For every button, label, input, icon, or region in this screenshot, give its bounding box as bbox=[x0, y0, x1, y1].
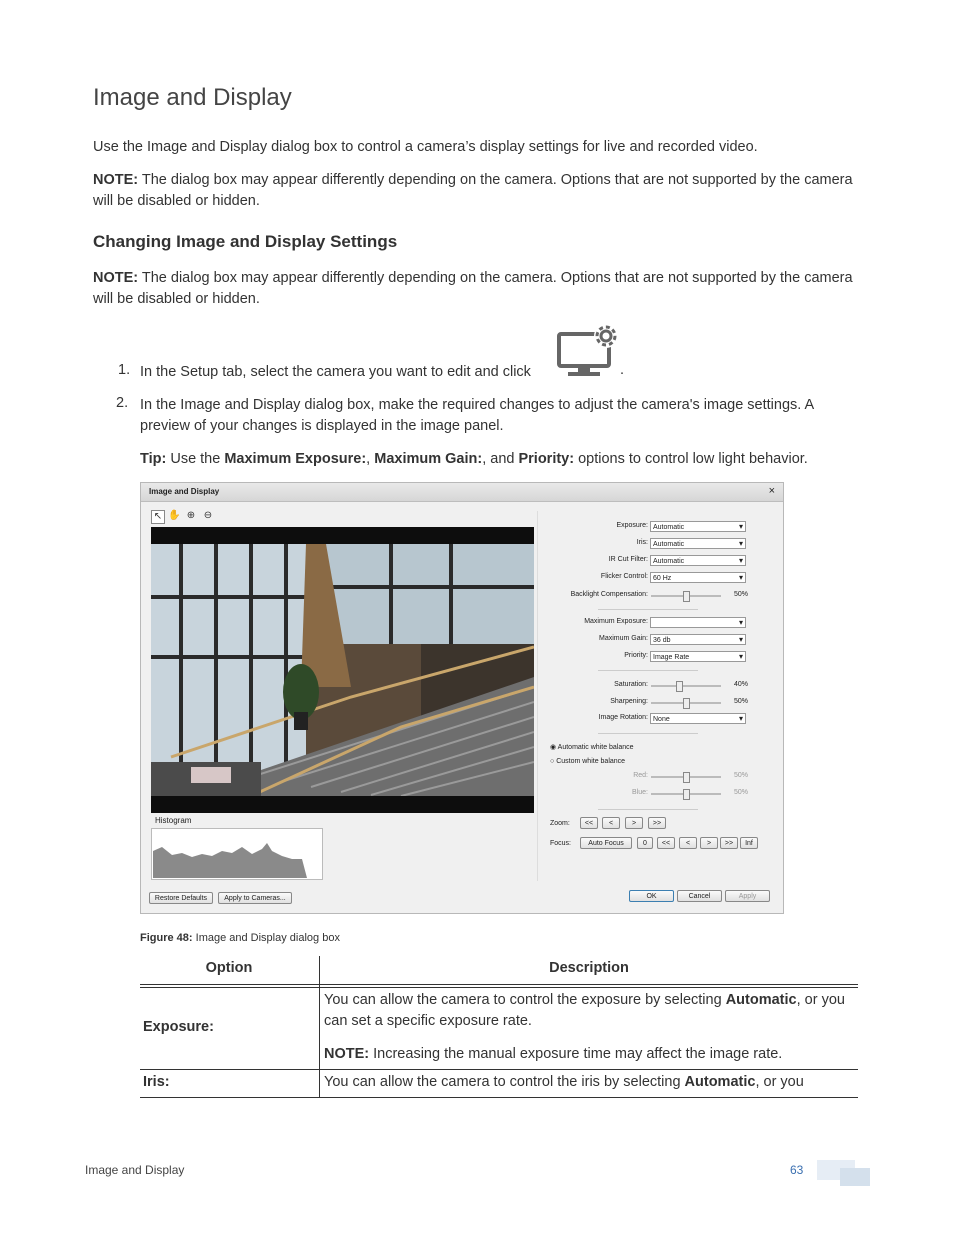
zoom-in-icon[interactable]: ⊕ bbox=[186, 510, 196, 521]
flicker-label: Flicker Control: bbox=[600, 573, 648, 580]
note-text: The dialog box may appear differently depending on the camera. Options that are not supported by the camera will be disabled or hidden. bbox=[93, 172, 853, 209]
sharpening-slider[interactable] bbox=[651, 702, 721, 704]
focus-label: Focus: bbox=[550, 840, 572, 847]
row-option-iris: Iris: bbox=[143, 1074, 170, 1090]
iris-select[interactable]: Automatic ▾ bbox=[650, 538, 746, 549]
video-preview bbox=[151, 527, 534, 813]
focus-infinity-button[interactable]: Inf bbox=[740, 837, 758, 849]
cell-text: , or you bbox=[755, 1074, 804, 1090]
focus-far-button[interactable]: > bbox=[700, 837, 718, 849]
tip-text: , and bbox=[482, 451, 519, 467]
figure-caption bbox=[140, 932, 340, 944]
row-rule bbox=[140, 1097, 858, 1098]
row-description-iris bbox=[324, 1072, 854, 1093]
max-exposure-label: Maximum Exposure: bbox=[584, 618, 648, 625]
slider-thumb[interactable] bbox=[683, 591, 690, 602]
priority-select[interactable]: Image Rate ▾ bbox=[650, 651, 746, 662]
section-heading: Changing Image and Display Settings bbox=[93, 232, 398, 251]
ircut-select[interactable]: Automatic ▾ bbox=[650, 555, 746, 566]
zoom-in-fast-button[interactable]: >> bbox=[648, 817, 666, 829]
sharpening-value: 50% bbox=[734, 698, 749, 705]
row-rule bbox=[140, 1069, 858, 1070]
cell-text: You can allow the camera to control the exposure by selecting bbox=[324, 992, 726, 1008]
tip-text: , bbox=[366, 451, 375, 467]
iris-label: Iris: bbox=[636, 539, 648, 546]
step-text: In the Image and Display dialog box, make the required changes to adjust the camera's image settings. A preview of your changes is displayed in the image panel. bbox=[140, 397, 814, 434]
image-display-dialog-figure bbox=[140, 482, 784, 914]
zoom-out-icon[interactable]: ⊖ bbox=[203, 510, 213, 521]
figure-label: Figure 48: bbox=[140, 932, 193, 944]
pan-hand-icon[interactable]: ✋ bbox=[168, 510, 181, 521]
note-label: NOTE: bbox=[324, 1046, 370, 1062]
max-exposure-select[interactable] bbox=[650, 617, 746, 628]
slider-thumb[interactable] bbox=[683, 789, 690, 800]
blue-value: 50% bbox=[734, 789, 749, 796]
note-label: NOTE: bbox=[93, 172, 139, 188]
cell-text: You can allow the camera to control the iris by selecting bbox=[324, 1074, 685, 1090]
note-label: NOTE: bbox=[93, 270, 139, 286]
focus-near-button[interactable]: < bbox=[679, 837, 697, 849]
cancel-button[interactable]: Cancel bbox=[677, 890, 722, 902]
restore-defaults-button[interactable]: Restore Defaults bbox=[149, 892, 213, 904]
tip-label: Tip: bbox=[140, 451, 167, 467]
page-number: 63 bbox=[790, 1163, 804, 1177]
priority-label: Priority: bbox=[624, 652, 648, 659]
tip-text: options to control low light behavior. bbox=[574, 451, 808, 467]
dialog-titlebar bbox=[141, 483, 783, 502]
red-label: Red: bbox=[633, 772, 648, 779]
intro-text: Use the Image and Display dialog box to control a camera’s display settings for live and recorded video. bbox=[93, 139, 758, 155]
tip-bold: Priority: bbox=[518, 451, 575, 467]
footer-section: Image and Display bbox=[85, 1163, 185, 1177]
backlight-label: Backlight Compensation: bbox=[570, 591, 648, 598]
zoom-out-fast-button[interactable]: << bbox=[580, 817, 598, 829]
monitor-settings-icon bbox=[556, 322, 625, 378]
zoom-in-button[interactable]: > bbox=[625, 817, 643, 829]
note-paragraph-1 bbox=[93, 170, 863, 212]
max-gain-select[interactable]: 36 db ▾ bbox=[650, 634, 746, 645]
table-header-description: Description bbox=[549, 960, 629, 976]
backlight-value: 50% bbox=[734, 591, 749, 598]
divider bbox=[598, 609, 698, 610]
step-1-text bbox=[140, 362, 862, 383]
backlight-slider[interactable] bbox=[651, 595, 721, 597]
tip-bold: Maximum Exposure: bbox=[224, 451, 367, 467]
rotation-label: Image Rotation: bbox=[598, 714, 648, 721]
radio-label: Automatic white balance bbox=[557, 744, 634, 751]
tip-text: Use the bbox=[166, 451, 225, 467]
max-gain-label: Maximum Gain: bbox=[598, 635, 648, 642]
histogram-panel bbox=[151, 828, 323, 880]
saturation-label: Saturation: bbox=[614, 681, 648, 688]
step-number: 2. bbox=[116, 395, 129, 411]
step-period: . bbox=[620, 362, 625, 378]
blue-slider[interactable] bbox=[651, 793, 721, 795]
header-rule bbox=[140, 987, 858, 988]
step-text: In the Setup tab, select the camera you want to edit and click bbox=[140, 364, 531, 380]
red-value: 50% bbox=[734, 772, 749, 779]
figure-caption-text: Image and Display dialog box bbox=[192, 932, 340, 944]
focus-zero-button[interactable]: 0 bbox=[637, 837, 653, 849]
cell-bold: Automatic bbox=[684, 1074, 756, 1090]
page-title: Image and Display bbox=[93, 84, 292, 111]
tip-paragraph bbox=[140, 449, 862, 470]
focus-far-fast-button[interactable]: >> bbox=[720, 837, 738, 849]
step-2-text bbox=[140, 395, 862, 437]
pointer-icon[interactable]: ↖ bbox=[151, 510, 165, 524]
saturation-slider[interactable] bbox=[651, 685, 721, 687]
slider-thumb[interactable] bbox=[683, 698, 690, 709]
red-slider[interactable] bbox=[651, 776, 721, 778]
custom-wb-radio[interactable]: ○ Custom white balance bbox=[550, 758, 626, 765]
divider bbox=[598, 809, 698, 810]
cell-text: , or you can set a specific exposure rate. bbox=[324, 992, 845, 1029]
flicker-select[interactable]: 60 Hz ▾ bbox=[650, 572, 746, 583]
slider-thumb[interactable] bbox=[676, 681, 683, 692]
column-divider bbox=[319, 956, 320, 1098]
ok-button[interactable]: OK bbox=[629, 890, 674, 902]
zoom-label: Zoom: bbox=[550, 820, 570, 827]
blue-label: Blue: bbox=[632, 789, 648, 796]
apply-button[interactable]: Apply bbox=[725, 890, 770, 902]
divider bbox=[598, 733, 698, 734]
slider-thumb[interactable] bbox=[683, 772, 690, 783]
zoom-out-button[interactable]: < bbox=[602, 817, 620, 829]
note-paragraph-2 bbox=[93, 268, 863, 310]
note-text: The dialog box may appear differently depending on the camera. Options that are not supported by the camera will be disabled or hidden. bbox=[93, 270, 853, 307]
ircut-label: IR Cut Filter: bbox=[608, 556, 648, 563]
table-header-option: Option bbox=[205, 960, 253, 976]
cell-bold: Automatic bbox=[725, 992, 797, 1008]
row-option-exposure: Exposure: bbox=[143, 1019, 214, 1035]
note-text: Increasing the manual exposure time may affect the image rate. bbox=[369, 1046, 783, 1062]
focus-near-fast-button[interactable]: << bbox=[657, 837, 675, 849]
step-number: 1. bbox=[118, 362, 131, 378]
header-rule bbox=[140, 984, 858, 985]
settings-panel bbox=[537, 511, 778, 881]
intro-paragraph bbox=[93, 137, 863, 158]
histogram-label: Histogram bbox=[155, 816, 192, 825]
exposure-label: Exposure: bbox=[616, 522, 648, 529]
radio-label: Custom white balance bbox=[556, 758, 626, 765]
exposure-select[interactable]: Automatic ▾ bbox=[650, 521, 746, 532]
row-note-exposure bbox=[324, 1044, 854, 1065]
footer-decoration bbox=[840, 1168, 870, 1186]
auto-wb-radio[interactable]: ◉ Automatic white balance bbox=[550, 744, 634, 751]
auto-focus-button[interactable]: Auto Focus bbox=[580, 837, 632, 849]
sharpening-label: Sharpening: bbox=[610, 698, 648, 705]
divider bbox=[598, 670, 698, 671]
tip-bold: Maximum Gain: bbox=[374, 451, 483, 467]
saturation-value: 40% bbox=[734, 681, 749, 688]
row-description-exposure bbox=[324, 990, 854, 1032]
dialog-title: Image and Display bbox=[149, 487, 220, 496]
rotation-select[interactable]: None ▾ bbox=[650, 713, 746, 724]
close-icon[interactable]: × bbox=[768, 485, 775, 497]
apply-to-cameras-button[interactable]: Apply to Cameras... bbox=[218, 892, 292, 904]
